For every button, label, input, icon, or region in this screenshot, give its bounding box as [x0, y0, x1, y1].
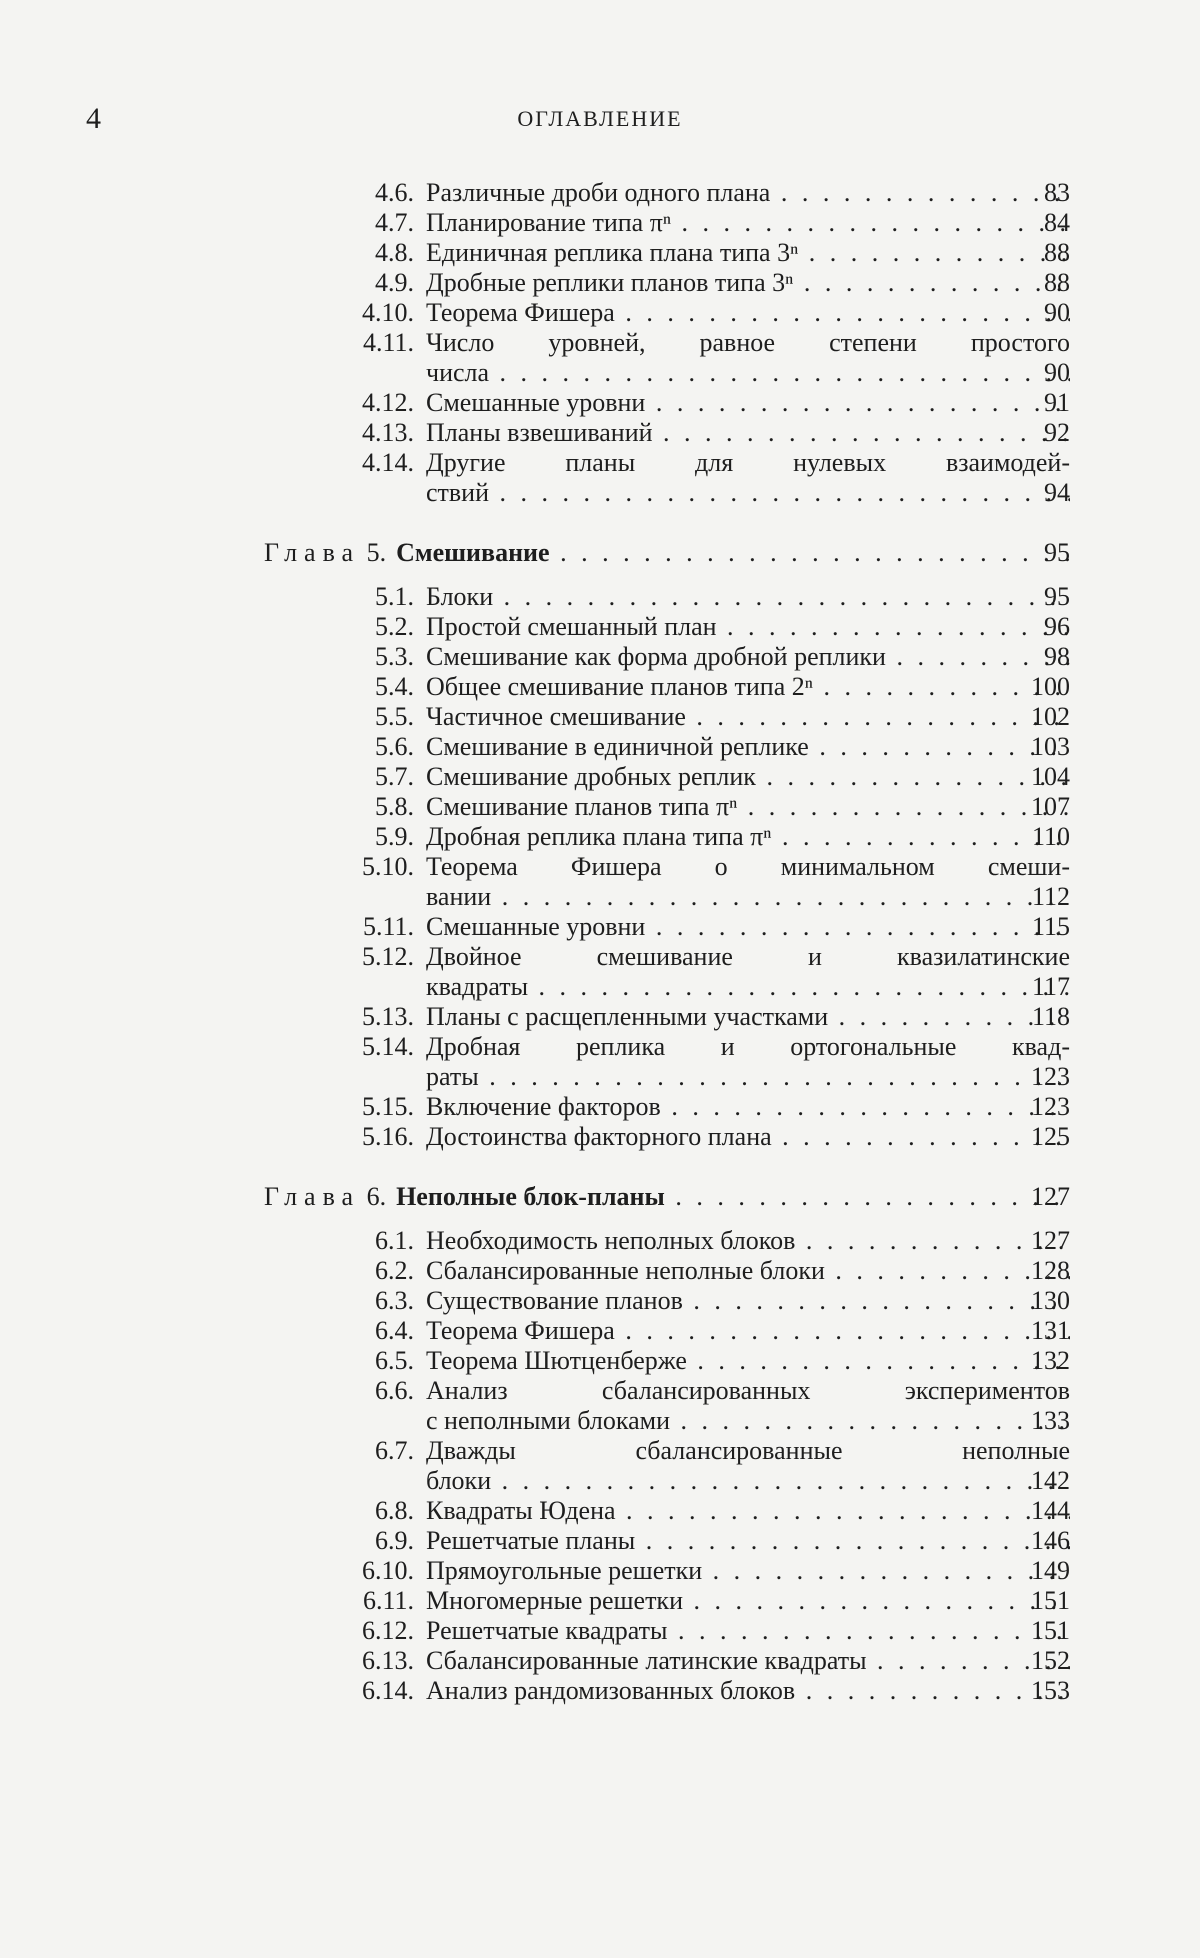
toc-entry — [0, 1526, 1200, 1556]
section-page-number: 123 — [1031, 1092, 1070, 1121]
toc-entry — [0, 1346, 1200, 1376]
section-title: Различные дроби одного плана . . . — [426, 178, 1070, 208]
section-page-number: 133 — [1031, 1406, 1070, 1435]
section-number: 6.12. — [362, 1616, 414, 1645]
section-page-number: 132 — [1031, 1346, 1070, 1375]
section-number: 6.2. — [375, 1256, 414, 1285]
section-title: с неполными блоками . . . — [426, 1406, 1070, 1436]
section-page-number: 117 — [1031, 972, 1070, 1001]
section-title: Блоки . . . — [426, 582, 1070, 612]
section-page-number: 152 — [1031, 1646, 1070, 1675]
section-page-number: 128 — [1031, 1256, 1070, 1285]
toc-entry — [0, 418, 1200, 448]
section-title: Планы с расщепленными участками . . . — [426, 1002, 1070, 1032]
section-page-number: 125 — [1031, 1122, 1070, 1151]
section-number: 6.5. — [375, 1346, 414, 1375]
section-page-number: 107 — [1031, 792, 1070, 821]
section-title: Дробная реплика плана типа πⁿ . . . — [426, 822, 1070, 852]
section-page-number: 130 — [1031, 1286, 1070, 1315]
toc-entry — [0, 1032, 1200, 1062]
toc-entry — [0, 268, 1200, 298]
section-page-number: 110 — [1031, 822, 1070, 851]
toc-entry-continuation — [0, 358, 1200, 388]
section-number: 6.4. — [375, 1316, 414, 1345]
section-title: Общее смешивание планов типа 2ⁿ . . . — [426, 672, 1070, 702]
section-page-number: 142 — [1031, 1466, 1070, 1495]
section-page-number: 90 — [1044, 298, 1070, 327]
section-title: вании . . . — [426, 882, 1070, 912]
section-page-number: 144 — [1031, 1496, 1070, 1525]
section-title: блоки . . . — [426, 1466, 1070, 1496]
section-number: 6.11. — [362, 1586, 414, 1615]
section-page-number: 84 — [1044, 208, 1070, 237]
section-title: Теорема Фишера . . . — [426, 1316, 1070, 1346]
section-title: квадраты . . . — [426, 972, 1070, 1002]
section-page-number: 95 — [1044, 582, 1070, 611]
section-page-number: 112 — [1031, 882, 1070, 911]
section-number: 4.8. — [375, 238, 414, 267]
section-number: 6.10. — [362, 1556, 414, 1585]
toc-entry — [0, 912, 1200, 942]
section-number: 4.7. — [375, 208, 414, 237]
toc-entry — [0, 1316, 1200, 1346]
toc-entry-continuation — [0, 478, 1200, 508]
toc-entry — [0, 852, 1200, 882]
section-page-number: 151 — [1031, 1586, 1070, 1615]
section-title: Двойное смешивание и квазилатинские — [426, 942, 1070, 971]
section-number: 6.7. — [375, 1436, 414, 1465]
toc-entry — [0, 298, 1200, 328]
section-page-number: 118 — [1031, 1002, 1070, 1031]
toc-entry — [0, 642, 1200, 672]
section-number: 5.15. — [362, 1092, 414, 1121]
section-title: Квадраты Юдена . . . — [426, 1496, 1070, 1526]
section-page-number: 88 — [1044, 268, 1070, 297]
section-title: Теорема Фишера о минимальном смеши- — [426, 852, 1070, 881]
section-title: Анализ сбалансированных экспериментов — [426, 1376, 1070, 1405]
toc-entry-continuation — [0, 1406, 1200, 1436]
section-number: 6.13. — [362, 1646, 414, 1675]
section-title: Теорема Фишера . . . — [426, 298, 1070, 328]
toc-entry — [0, 732, 1200, 762]
section-number: 5.8. — [375, 792, 414, 821]
section-page-number: 115 — [1031, 912, 1070, 941]
toc-entry-continuation — [0, 882, 1200, 912]
section-page-number: 100 — [1031, 672, 1070, 701]
section-number: 6.1. — [375, 1226, 414, 1255]
section-number: 5.3. — [375, 642, 414, 671]
section-page-number: 104 — [1031, 762, 1070, 791]
section-page-number: 151 — [1031, 1616, 1070, 1645]
section-page-number: 92 — [1044, 418, 1070, 447]
section-title: раты . . . — [426, 1062, 1070, 1092]
chapter-label — [264, 538, 1070, 568]
toc-entry — [0, 238, 1200, 268]
chapter-word: Глава — [264, 538, 361, 567]
section-title: Дробные реплики планов типа 3ⁿ . . . — [426, 268, 1070, 298]
section-title: Планы взвешиваний . . . — [426, 418, 1070, 448]
section-number: 6.8. — [375, 1496, 414, 1525]
section-page-number: 102 — [1031, 702, 1070, 731]
section-title: Планирование типа πⁿ . . . — [426, 208, 1070, 238]
toc-entry — [0, 672, 1200, 702]
section-number: 5.2. — [375, 612, 414, 641]
section-page-number: 94 — [1044, 478, 1070, 507]
section-number: 4.12. — [362, 388, 414, 417]
section-title: Включение факторов . . . — [426, 1092, 1070, 1122]
section-title: Число уровней, равное степени простого — [426, 328, 1070, 357]
chapter-number: 5. — [366, 538, 387, 567]
chapter-number: 6. — [366, 1182, 387, 1211]
toc-entry — [0, 1496, 1200, 1526]
section-number: 5.9. — [375, 822, 414, 851]
toc-entry — [0, 1436, 1200, 1466]
section-number: 5.7. — [375, 762, 414, 791]
section-title: Многомерные решетки . . . — [426, 1586, 1070, 1616]
toc-entry — [0, 1556, 1200, 1586]
section-title: Сбалансированные неполные блоки . . . — [426, 1256, 1070, 1286]
toc-entry — [0, 822, 1200, 852]
toc-entry — [0, 448, 1200, 478]
toc-entry — [0, 1226, 1200, 1256]
section-number: 5.12. — [362, 942, 414, 971]
section-title: Достоинства факторного плана . . . — [426, 1122, 1070, 1152]
section-number: 4.9. — [375, 268, 414, 297]
section-number: 6.6. — [375, 1376, 414, 1405]
toc-entry-continuation — [0, 1062, 1200, 1092]
toc-entry — [0, 1122, 1200, 1152]
section-title: Смешанные уровни . . . — [426, 912, 1070, 942]
section-title: Анализ рандомизованных блоков . . . — [426, 1676, 1070, 1706]
chapter-label — [264, 1182, 1070, 1212]
section-title: Частичное смешивание . . . — [426, 702, 1070, 732]
toc-entry — [0, 792, 1200, 822]
section-title: Сбалансированные латинские квадраты . . . — [426, 1646, 1070, 1676]
section-title: Смешанные уровни . . . — [426, 388, 1070, 418]
section-number: 4.10. — [362, 298, 414, 327]
toc-entry — [0, 1376, 1200, 1406]
section-title: Дважды сбалансированные неполные — [426, 1436, 1070, 1465]
toc-entry — [0, 1586, 1200, 1616]
page-number: 4 — [86, 102, 101, 135]
chapter-page-number: 127 — [1031, 1182, 1070, 1211]
toc-entry — [0, 1676, 1200, 1706]
section-title: Необходимость неполных блоков . . . — [426, 1226, 1070, 1256]
section-page-number: 98 — [1044, 642, 1070, 671]
chapter-page-number: 95 — [1044, 538, 1070, 567]
toc-chapter-heading — [0, 1182, 1200, 1212]
toc-entry — [0, 762, 1200, 792]
toc-entry — [0, 208, 1200, 238]
toc-entry — [0, 1646, 1200, 1676]
section-title: Теорема Шютценберже . . . — [426, 1346, 1070, 1376]
toc-entry — [0, 178, 1200, 208]
toc-entry-continuation — [0, 1466, 1200, 1496]
toc-entry — [0, 612, 1200, 642]
toc-entry — [0, 1092, 1200, 1122]
toc-entry — [0, 702, 1200, 732]
section-title: ствий . . . — [426, 478, 1070, 508]
section-number: 4.14. — [362, 448, 414, 477]
section-title: Решетчатые квадраты . . . — [426, 1616, 1070, 1646]
section-number: 6.14. — [362, 1676, 414, 1705]
toc-entry — [0, 1002, 1200, 1032]
section-number: 5.16. — [362, 1122, 414, 1151]
table-of-contents — [0, 178, 1200, 1706]
section-number: 5.6. — [375, 732, 414, 761]
section-page-number: 131 — [1031, 1316, 1070, 1345]
section-title: Решетчатые планы . . . — [426, 1526, 1070, 1556]
section-page-number: 90 — [1044, 358, 1070, 387]
toc-chapter-heading — [0, 538, 1200, 568]
section-title: Смешивание дробных реплик . . . — [426, 762, 1070, 792]
section-number: 5.4. — [375, 672, 414, 701]
section-page-number: 96 — [1044, 612, 1070, 641]
chapter-title: Неполные блок-планы — [396, 1182, 665, 1211]
section-number: 5.14. — [362, 1032, 414, 1061]
section-title: числа . . . — [426, 358, 1070, 388]
toc-entry — [0, 1286, 1200, 1316]
section-number: 4.11. — [362, 328, 414, 357]
toc-entry — [0, 582, 1200, 612]
chapter-word: Глава — [264, 1182, 361, 1211]
section-title: Простой смешанный план . . . — [426, 612, 1070, 642]
section-number: 5.1. — [375, 582, 414, 611]
section-page-number: 153 — [1031, 1676, 1070, 1705]
running-title: ОГЛАВЛЕНИЕ — [517, 106, 683, 131]
section-title: Другие планы для нулевых взаимодей- — [426, 448, 1070, 477]
toc-entry-continuation — [0, 972, 1200, 1002]
section-page-number: 149 — [1031, 1556, 1070, 1585]
section-title: Существование планов . . . — [426, 1286, 1070, 1316]
section-title: Смешивание в единичной реплике . . . — [426, 732, 1070, 762]
toc-entry — [0, 388, 1200, 418]
section-page-number: 146 — [1031, 1526, 1070, 1555]
section-number: 6.9. — [375, 1526, 414, 1555]
toc-entry — [0, 1256, 1200, 1286]
section-number: 5.5. — [375, 702, 414, 731]
section-number: 4.6. — [375, 178, 414, 207]
section-title: Смешивание как форма дробной реплики . . . — [426, 642, 1070, 672]
toc-entry — [0, 1616, 1200, 1646]
section-title: Смешивание планов типа πⁿ . . . — [426, 792, 1070, 822]
section-page-number: 91 — [1044, 388, 1070, 417]
section-number: 4.13. — [362, 418, 414, 447]
section-page-number: 127 — [1031, 1226, 1070, 1255]
section-number: 5.10. — [362, 852, 414, 881]
section-number: 6.3. — [375, 1286, 414, 1315]
toc-entry — [0, 942, 1200, 972]
section-page-number: 103 — [1031, 732, 1070, 761]
section-number: 5.13. — [362, 1002, 414, 1031]
section-title: Дробная реплика и ортогональные квад- — [426, 1032, 1070, 1061]
section-page-number: 88 — [1044, 238, 1070, 267]
section-page-number: 123 — [1031, 1062, 1070, 1091]
chapter-title: Смешивание — [396, 538, 550, 567]
toc-entry — [0, 328, 1200, 358]
section-number: 5.11. — [362, 912, 414, 941]
section-title: Единичная реплика плана типа 3ⁿ . . . — [426, 238, 1070, 268]
section-page-number: 83 — [1044, 178, 1070, 207]
section-title: Прямоугольные решетки . . . — [426, 1556, 1070, 1586]
